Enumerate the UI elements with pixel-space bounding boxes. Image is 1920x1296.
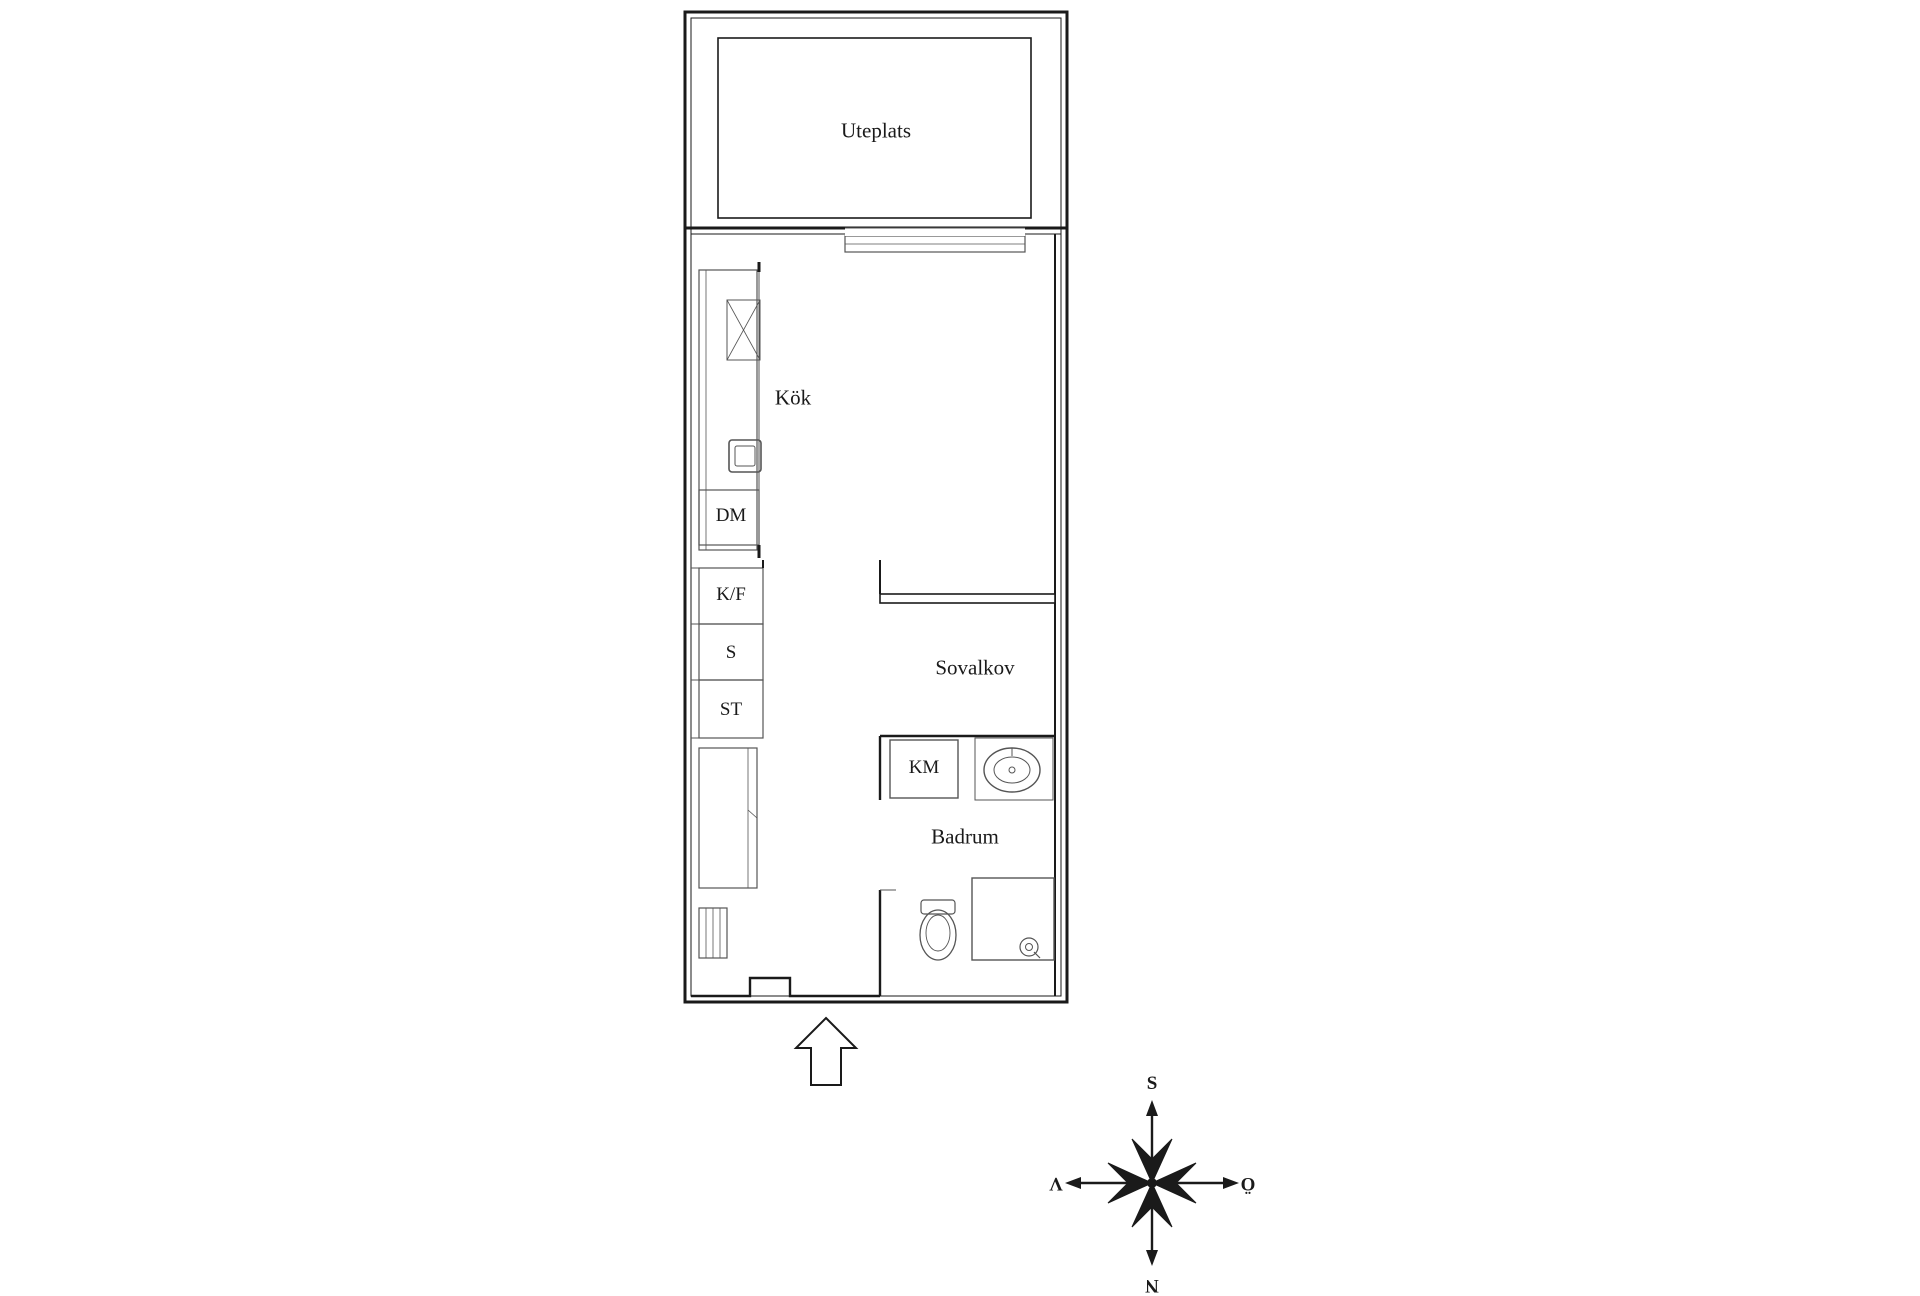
interior-walls <box>691 234 1055 996</box>
entrance-arrow <box>796 1018 856 1085</box>
room-label-badrum: Badrum <box>931 824 999 849</box>
appliance-label-st: ST <box>719 699 743 720</box>
toilet-fixture <box>920 900 956 960</box>
room-label-uteplats: Uteplats <box>841 118 911 143</box>
appliance-label-dm: DM <box>715 505 747 526</box>
compass-label-west: V <box>1049 1173 1063 1194</box>
uteplats-area <box>685 38 1067 252</box>
compass-label-north: N <box>1145 1275 1159 1296</box>
hall-closet <box>699 748 757 958</box>
shower-enclosure <box>972 878 1054 960</box>
room-label-kok: Kök <box>774 385 812 410</box>
compass-label-east: Ö <box>1240 1173 1256 1194</box>
appliance-label-kf: K/F <box>716 584 746 605</box>
compass-label-south: S <box>1146 1073 1158 1094</box>
appliance-label-km: KM <box>908 757 940 778</box>
compass-rose <box>1065 1100 1239 1266</box>
appliance-label-s: S <box>725 642 737 663</box>
room-label-sovalkov: Sovalkov <box>935 655 1015 680</box>
